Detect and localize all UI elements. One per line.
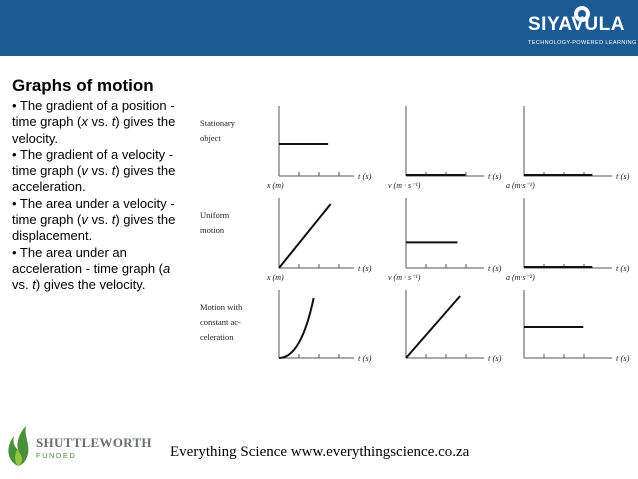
bullet-item: • The area under an acceleration - time graph (a vs. t) gives the velocity. (12, 244, 171, 293)
t-axis-label: t (s) (616, 171, 630, 181)
y-axis-label: v (m · s⁻¹) (388, 273, 421, 282)
siyavula-logo[interactable] (520, 4, 636, 52)
bullet-item: • The area under a velocity - time graph (v vs. t) gives the displacement. (12, 195, 176, 244)
row-label: celeration (200, 332, 234, 342)
y-axis-label: x (m) (267, 181, 284, 190)
t-axis-label: t (s) (488, 353, 502, 363)
bullet-item: • The gradient of a velocity - time graph (v vs. t) gives the acceleration. (12, 146, 176, 195)
y-axis-label: v (m · s⁻¹) (388, 181, 421, 190)
bullet-item: • The gradient of a position - time graph (x vs. t) gives the velocity. (12, 98, 176, 146)
slide-title: Graphs of motion (12, 76, 154, 95)
t-axis-label: t (s) (358, 171, 372, 181)
bullet-list (12, 98, 187, 294)
sponsor-name: SHUTTLEWORTH (36, 435, 152, 450)
row-label: constant ac- (200, 317, 241, 327)
t-axis-label: t (s) (616, 353, 630, 363)
row-label: motion (200, 225, 225, 235)
t-axis-label: t (s) (488, 171, 502, 181)
y-axis-label: a (m·s⁻²) (506, 273, 535, 282)
flame-icon (4, 424, 32, 468)
logo-tagline: TECHNOLOGY-POWERED LEARNING (528, 40, 637, 46)
y-axis-label: x (m) (267, 273, 284, 282)
row-label: object (200, 133, 221, 143)
t-axis-label: t (s) (616, 263, 630, 273)
logo-text: SIYAVULA (528, 14, 625, 35)
row-label: Motion with (200, 302, 243, 312)
row-label: Uniform (200, 210, 230, 220)
row-label: Stationary (200, 118, 235, 128)
y-axis-label: a (m·s⁻²) (506, 181, 535, 190)
t-axis-label: t (s) (358, 353, 372, 363)
sponsor-sub: FUNDED (36, 451, 77, 460)
graph-curve (279, 298, 314, 358)
t-axis-label: t (s) (488, 263, 502, 273)
footer-text: Everything Science www.everythingscience.co.za (170, 444, 470, 460)
shuttleworth-logo (4, 424, 154, 470)
motion-graphs-figure (194, 100, 630, 375)
graph-curve (279, 204, 331, 268)
t-axis-label: t (s) (358, 263, 372, 273)
graph-curve (406, 296, 460, 358)
